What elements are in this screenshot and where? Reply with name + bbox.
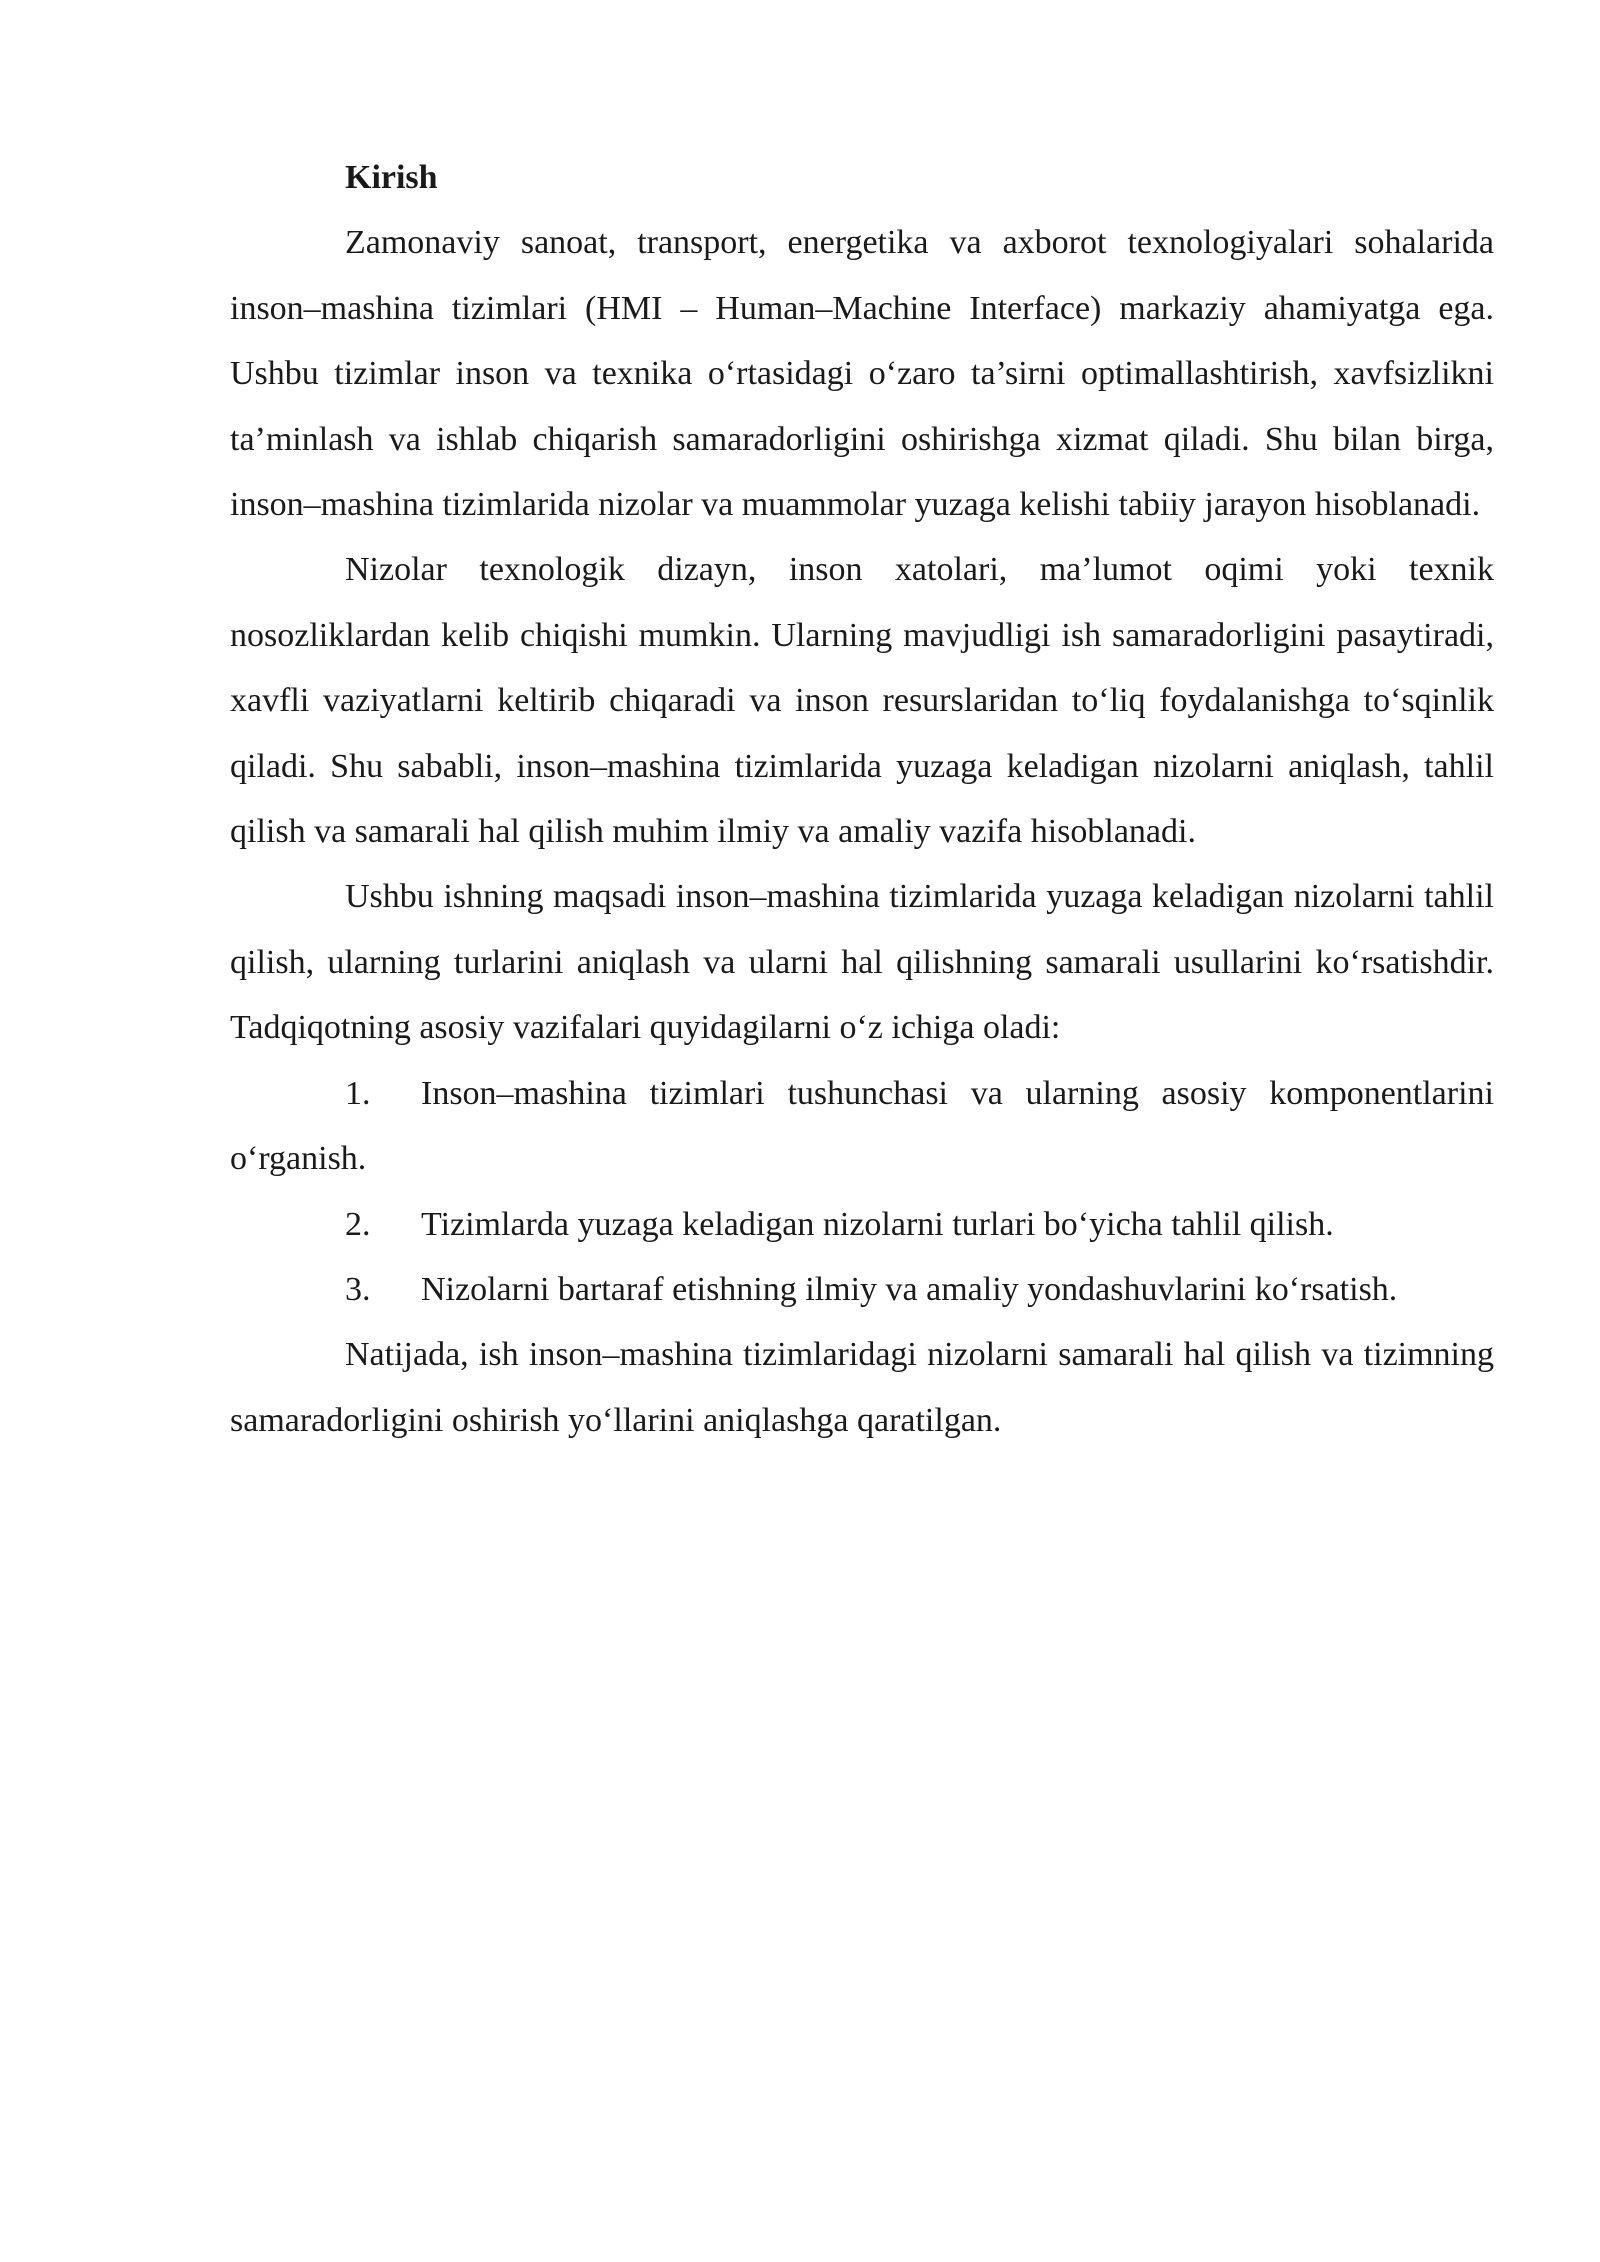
- paragraph-intro-1: Zamonaviy sanoat, transport, energetika va axborot texnologiyalari sohalarida inson–mashina tizimlari (HMI – Human–Machine Interface) markaziy ahamiyatga ega. Ushbu tizimlar inson va texnika o‘rtasidagi o‘zaro ta’sirni optimallashtirish, xavfsizlikni ta’minlash va ishlab chiqarish samaradorligini oshirishga xizmat qiladi. Shu bilan birga, inson–mashina tizimlarida nizolar va muammolar yuzaga kelishi tabiiy jarayon hisoblanadi.: [230, 224, 1494, 524]
- task-text: Tizimlarda yuzaga keladigan nizolarni turlari bo‘yicha tahlil qilish.: [421, 1205, 1334, 1243]
- paragraph-intro-2: Nizolar texnologik dizayn, inson xatolari, ma’lumot oqimi yoki texnik nosozliklardan kelib chiqishi mumkin. Ularning mavjudligi ish samaradorligini pasaytiradi, xavfli vaziyatlarni keltirib chiqaradi va inson resurslaridan to‘liq foydalanishga to‘sqinlik qiladi. Shu sababli, inson–mashina tizimlarida yuzaga keladigan nizolarni aniqlash, tahlil qilish va samarali hal qilish muhim ilmiy va amaliy vazifa hisoblanadi.: [230, 551, 1494, 851]
- document-page: [230, 145, 1494, 1453]
- task-number: 2.: [345, 1205, 371, 1243]
- task-item-3: [230, 1257, 1494, 1322]
- task-text: Nizolarni bartaraf etishning ilmiy va amaliy yondashuvlarini ko‘rsatish.: [421, 1270, 1398, 1308]
- task-item-1: [230, 1061, 1494, 1192]
- task-item-2: [230, 1192, 1494, 1257]
- task-number: 3.: [345, 1270, 371, 1308]
- section-heading: Kirish: [345, 159, 438, 196]
- paragraph-intro-3: Ushbu ishning maqsadi inson–mashina tizimlarida yuzaga keladigan nizolarni tahlil qilish, ularning turlarini aniqlash va ularni hal qilishning samarali usullarini ko‘rsatishdir. Tadqiqotning asosiy vazifalari quyidagilarni o‘z ichiga oladi:: [230, 878, 1494, 1047]
- task-number: 1.: [345, 1074, 371, 1112]
- paragraph-conclusion: Natijada, ish inson–mashina tizimlaridagi nizolarni samarali hal qilish va tizimning samaradorligini oshirish yo‘llarini aniqlashga qaratilgan.: [230, 1336, 1494, 1439]
- task-text: Inson–mashina tizimlari tushunchasi va ularning asosiy komponentlarini o‘rganish.: [230, 1074, 1494, 1178]
